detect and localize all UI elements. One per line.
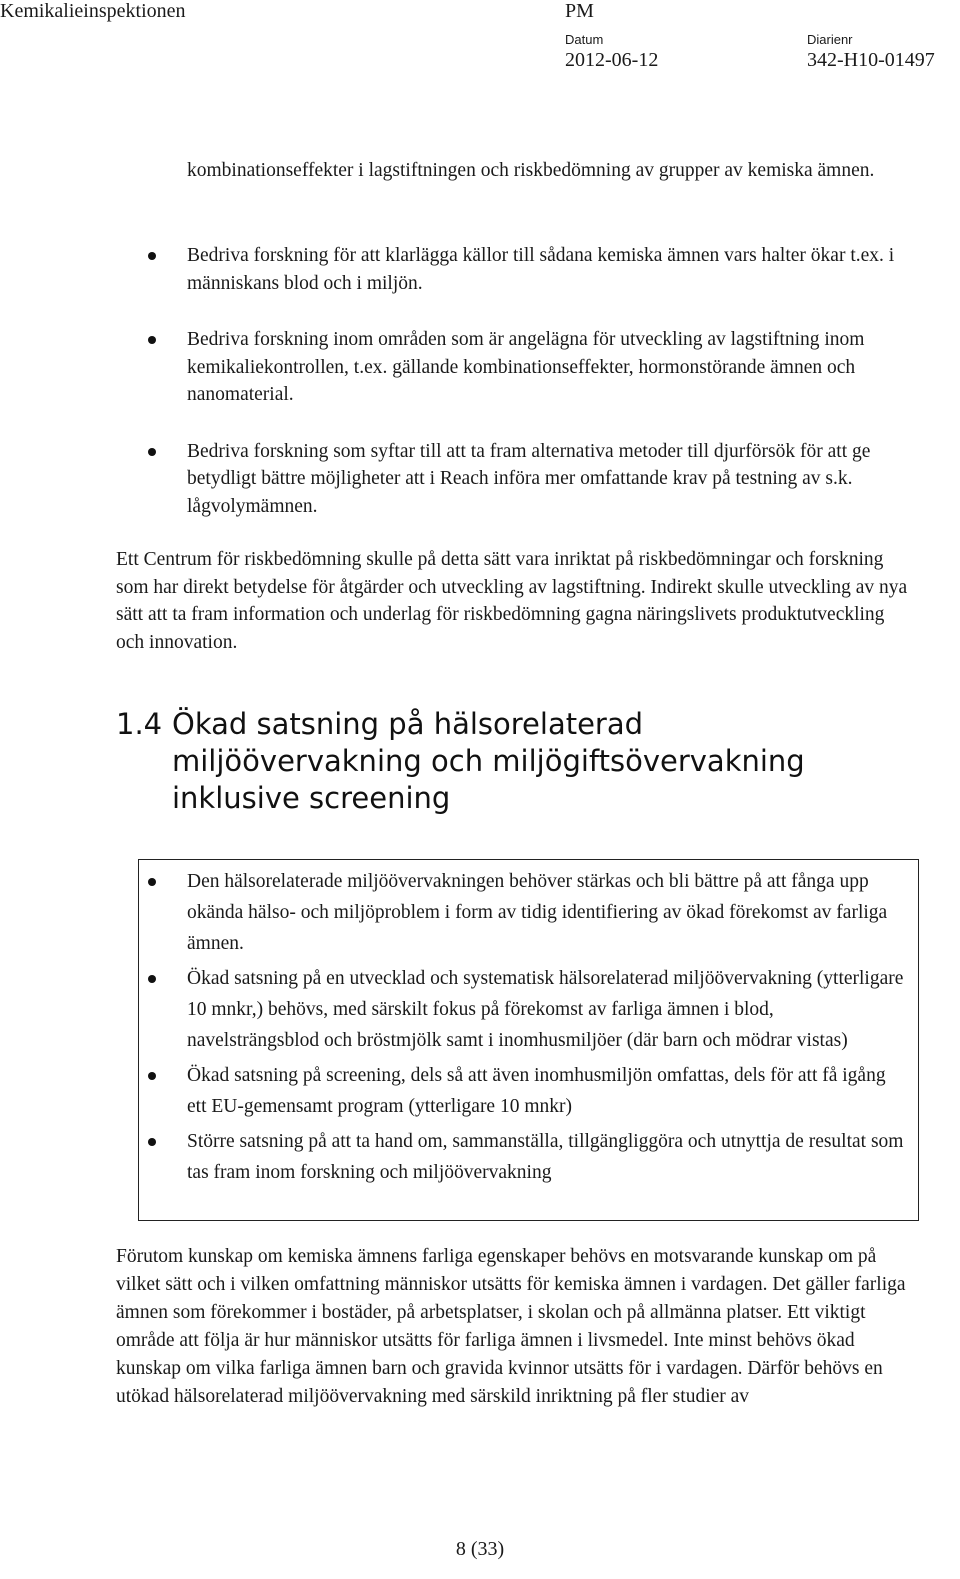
bullet-icon (148, 448, 156, 456)
registration-label: Diarienr (807, 32, 853, 47)
section-title-line1: Ökad satsning på hälsorelaterad (172, 707, 644, 741)
date-value: 2012-06-12 (565, 49, 659, 71)
list-item-text: Den hälsorelaterade miljöövervakningen behöver stärkas och bli bättre på att fånga upp okända hälso- och miljöproblem i form av tidig identifiering av ökad förekomst av farliga ämnen. (187, 871, 888, 954)
list-item-text: Ökad satsning på en utvecklad och systematisk hälsorelaterad miljöövervakning (ytterligare 10 mnkr,) behövs, med särskilt fokus på förekomst av farliga ämnen i blod, navelsträngsblod och bröstmjölk samt i inomhusmiljöer (där barn och mödrar vistas) (187, 968, 904, 1051)
list-item (116, 1060, 906, 1122)
list-item-text: Bedriva forskning inom områden som är angelägna för utveckling av lagstiftning inom kemikaliekontrollen, t.ex. gällande kombinationseffekter, hormonstörande ämnen och nanomaterial. (187, 329, 865, 405)
section-number: 1.4 (116, 707, 163, 741)
registration-number: 342-H10-01497 (807, 49, 935, 71)
list-item (116, 438, 906, 521)
organization-name: Kemikalieinspektionen (0, 0, 186, 22)
list-item (116, 326, 906, 409)
section-title-line2: miljöövervakning och miljögiftsövervakning (172, 744, 805, 778)
bullet-icon (148, 878, 156, 886)
document-type: PM (565, 0, 594, 22)
list-item (116, 866, 906, 959)
bullet-icon (148, 252, 156, 260)
list-item-text: Bedriva forskning som syftar till att ta fram alternativa metoder till djurförsök för att ge betydligt bättre möjligheter att i Reach införa mer omfattande krav på testning av s.k. lågvolymämnen. (187, 440, 871, 517)
bullet-icon (148, 336, 156, 344)
forutom-paragraph: Förutom kunskap om kemiska ämnens farliga egenskaper behövs en motsvarande kunskap om på vilket sätt och i vilken omfattning människor utsätts för kemiska ämnen i vardagen. Det gäller farliga ämnen som förekommer i bostäder, på arbetsplatser, i skolan och på allmänna platser. Ett viktigt område att följa är hur människor utsätts för farliga ämnen i livsmedel. Inte minst behövs ökad kunskap om vilka farliga ämnen barn och gravida kvinnor utsätts för i vardagen. Därför behövs en utökad hälsorelaterad miljöövervakning med särskild inriktning på fler studier av (116, 1246, 906, 1407)
centrum-paragraph: Ett Centrum för riskbedömning skulle på detta sätt vara inriktat på riskbedömningar och forskning som har direkt betydelse för åtgärder och utveckling av lagstiftning. Indirekt skulle utveckling av nya sätt att ta fram information och underlag för riskbedömning gagna näringslivets produktutveckling och innovation. (116, 549, 908, 653)
list-item-text: Större satsning på att ta hand om, sammanställa, tillgängliggöra och utnyttja de resultat som tas fram inom forskning och miljöövervakning (187, 1131, 904, 1183)
list-item (116, 1126, 906, 1188)
list-item-text: Ökad satsning på screening, dels så att även inomhusmiljön omfattas, dels för att få igång ett EU-gemensamt program (ytterligare 10 mnkr) (187, 1065, 886, 1117)
section-title-line3: inklusive screening (172, 781, 451, 815)
bullet-icon (148, 1138, 156, 1146)
summary-bullet-list (116, 866, 906, 1192)
bullet-icon (148, 1072, 156, 1080)
list-item (116, 242, 906, 297)
list-item-text: Bedriva forskning för att klarlägga källor till sådana kemiska ämnen vars halter ökar t.ex. i människans blod och i miljön. (187, 245, 895, 294)
research-bullet-list (116, 242, 906, 520)
date-label: Datum (565, 32, 604, 47)
page-number: 8 (33) (455, 1538, 505, 1560)
section-heading (116, 706, 916, 817)
bullet-icon (148, 975, 156, 983)
continuation-text: kombinationseffekter i lagstiftningen och riskbedömning av grupper av kemiska ämnen. (187, 160, 875, 181)
list-item (116, 963, 906, 1056)
